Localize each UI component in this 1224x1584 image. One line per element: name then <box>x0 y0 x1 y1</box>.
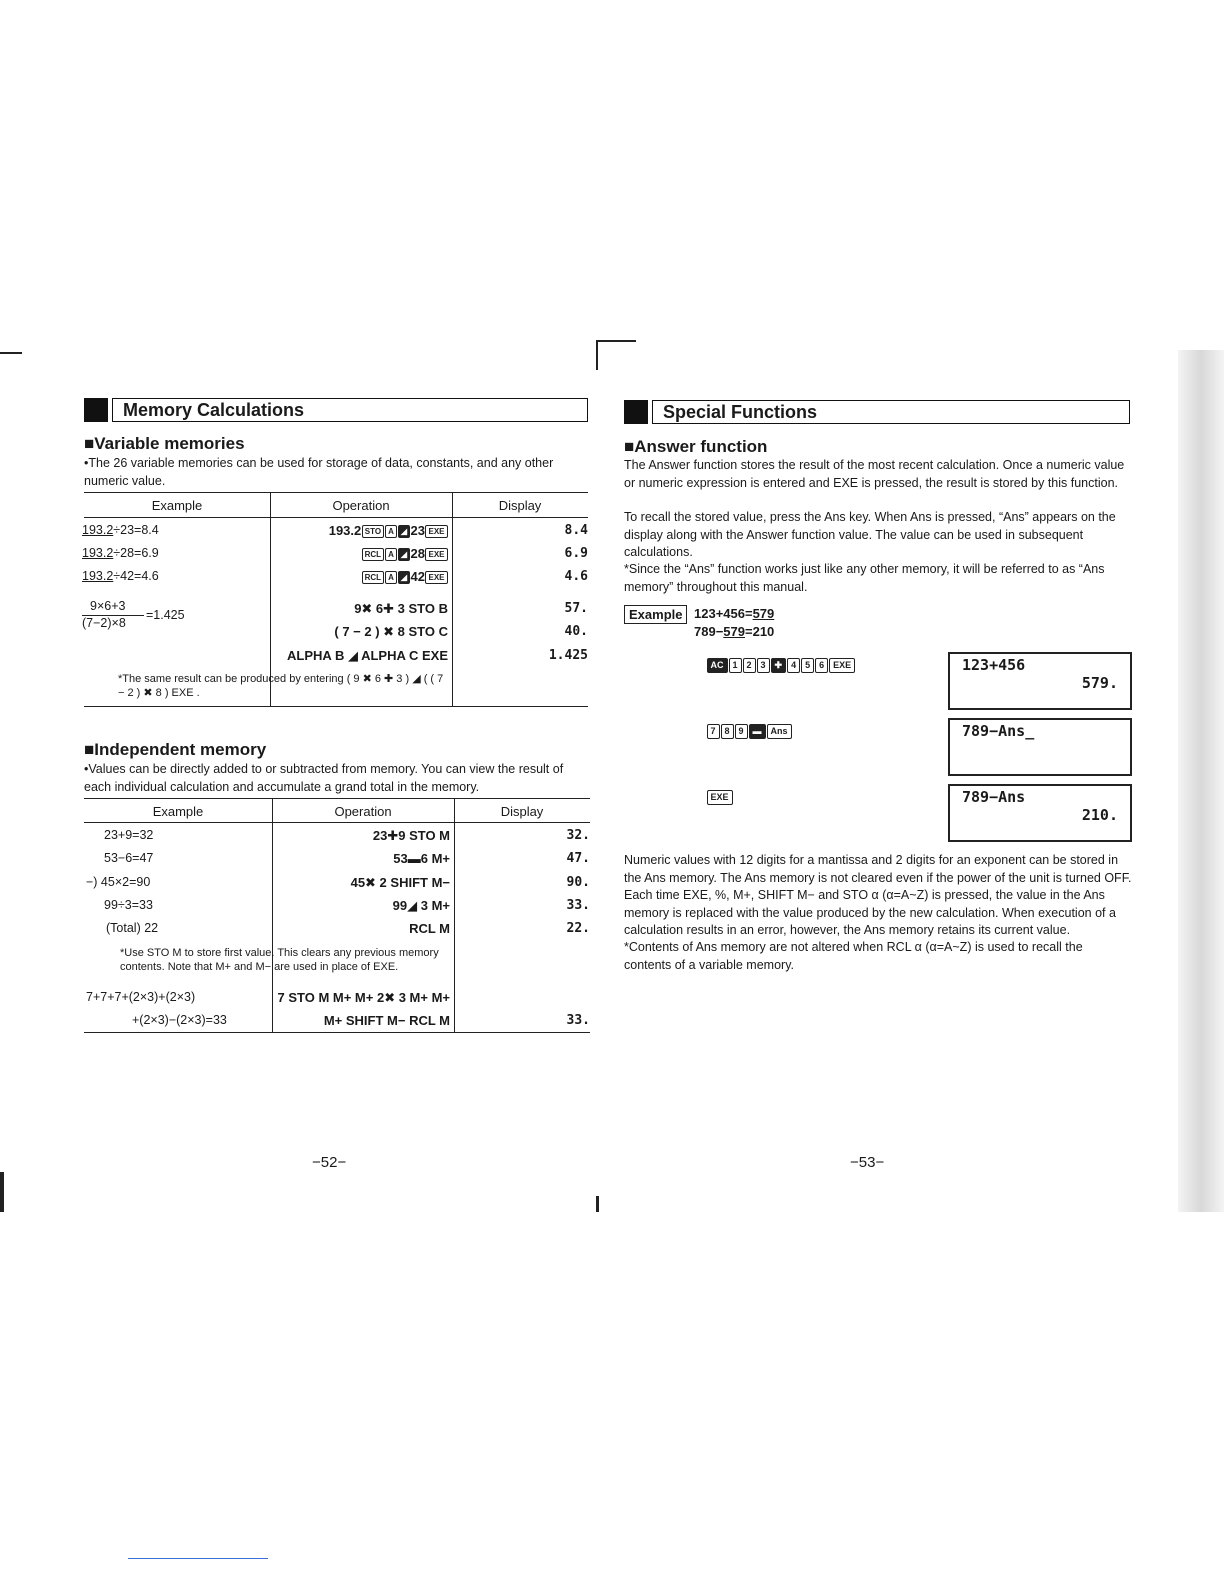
display-value: 8.4 <box>564 523 588 538</box>
column-header-example: Example <box>151 498 203 513</box>
example-result: 579 <box>752 606 775 621</box>
operation-keys: 99◢ 3 M+ <box>392 898 450 913</box>
crop-mark <box>0 1172 4 1212</box>
operation-keys <box>272 546 448 561</box>
display-result-line: 210. <box>1081 806 1118 824</box>
extra-operation: M+ SHIFT M− RCL M <box>323 1013 450 1028</box>
display-input-line: 123+456 <box>962 656 1026 674</box>
operation-keys: 9✖ 6✚ 3 STO B <box>354 601 448 616</box>
key-cap: ◢ <box>398 525 410 538</box>
key-cap: EXE <box>425 548 447 561</box>
key-cap: 2 <box>743 658 756 673</box>
key-cap: 6 <box>815 658 828 673</box>
display-value: 6.9 <box>564 546 588 561</box>
operation-keys <box>272 523 448 538</box>
operation-keys: RCL M <box>409 921 450 936</box>
crop-mark <box>0 352 22 354</box>
key-sequence <box>706 722 792 740</box>
answer-paragraph-3: *Since the “Ans” function works just like any other memory, it will be referred to as “Ans memory” throughout this manual. <box>624 562 1105 594</box>
key-cap: Ans <box>767 724 792 739</box>
key-cap: STO <box>362 525 384 538</box>
example-cell <box>82 546 159 560</box>
independent-note: *Use STO M to store first value. This clears any previous memory contents. Note that M+ and M− are used in place of EXE. <box>120 947 439 973</box>
right-page <box>608 0 1224 1584</box>
key-cap: A <box>385 571 397 584</box>
fraction-result: =1.425 <box>146 608 185 622</box>
example-cell: 23+9=32 <box>104 828 154 842</box>
extra-operation: 7 STO M M+ M+ 2✖ 3 M+ M+ <box>277 990 450 1005</box>
operation-number: 193.2 <box>328 523 362 538</box>
extra-example: 7+7+7+(2×3)+(2×3) <box>86 990 196 1004</box>
column-header-display: Display <box>500 804 544 819</box>
table-rule <box>84 706 588 707</box>
section-block-marker <box>84 398 108 422</box>
table-divider <box>452 492 453 707</box>
crop-mark <box>596 340 636 342</box>
section-title-frame <box>652 400 1130 424</box>
page-edge-shadow <box>1178 350 1224 1212</box>
operation-keys: 45✖ 2 SHIFT M− <box>350 875 450 890</box>
display-input-line: 789−Ans_ <box>962 722 1035 740</box>
key-sequence <box>706 788 733 806</box>
operation-keys <box>272 569 448 584</box>
example-cell: (Total) 22 <box>106 921 159 935</box>
key-cap: EXE <box>425 525 447 538</box>
display-value: 1.425 <box>548 648 588 663</box>
key-cap: RCL <box>362 571 384 584</box>
display-result-line: 579. <box>1081 674 1118 692</box>
section-title-frame <box>112 398 588 422</box>
example-line-2 <box>694 624 774 639</box>
section-title: Memory Calculations <box>123 400 305 420</box>
key-cap: ◢ <box>398 571 410 584</box>
key-cap: AC <box>707 658 728 673</box>
example-cell <box>82 523 159 537</box>
variable-memories-intro: •The 26 variable memories can be used for storage of data, constants, and any other numeric value. <box>84 456 554 488</box>
memory-section-header <box>84 398 588 422</box>
example-dividend: 193.2 <box>82 546 114 560</box>
key-cap: EXE <box>829 658 855 673</box>
key-cap: RCL <box>362 548 384 561</box>
table-divider <box>454 798 455 1032</box>
operation-keys: ALPHA B ◢ ALPHA C EXE <box>287 648 448 663</box>
page-number: −52− <box>312 1154 347 1171</box>
example-rest: ÷28=6.9 <box>113 546 159 560</box>
table-rule <box>84 517 588 518</box>
ans-memory-paragraph: Numeric values with 12 digits for a mantissa and 2 digits for an exponent can be stored in the Ans memory. The Ans memory is not cleared even if the power of the unit is turned OFF. Each time EXE, %, M+, SHIFT M− and STO α (α=A~Z) is pressed, the value in the Ans memory is replaced with the value produced by the new calculation. When execution of a calculation results in an error, however, the Ans memory retains its current value. <box>624 853 1132 937</box>
example-expression: 123+456= <box>694 606 753 621</box>
key-cap: A <box>385 548 397 561</box>
key-cap: 9 <box>735 724 748 739</box>
extra-example: +(2×3)−(2×3)=33 <box>132 1013 227 1027</box>
column-header-operation: Operation <box>334 804 392 819</box>
display-value: 57. <box>564 601 588 616</box>
answer-paragraph-1: The Answer function stores the result of the most recent calculation. Once a numeric value or numeric expression is entered and EXE is pressed, the result is stored by this function. <box>624 458 1125 490</box>
fraction-example <box>82 599 202 633</box>
crop-mark <box>596 340 598 370</box>
key-cap: 8 <box>721 724 734 739</box>
section-block-marker <box>624 400 648 424</box>
column-header-operation: Operation <box>332 498 390 513</box>
table-divider <box>272 798 273 1032</box>
key-cap: 7 <box>707 724 720 739</box>
variable-note: *The same result can be produced by entering ( 9 ✖ 6 ✚ 3 ) ◢ ( ( 7 − 2 ) ✖ 8 ) EXE . <box>118 673 444 699</box>
answer-paragraph-2: To recall the stored value, press the Ans key. When Ans is pressed, “Ans” appears on the display along with the Answer function value. The value can be used in subsequent calculations. <box>624 510 1116 559</box>
operation-number: 23 <box>410 523 425 538</box>
display-value: 32. <box>566 828 590 843</box>
fraction-denominator: (7−2)×8 <box>82 616 126 630</box>
display-value: 47. <box>566 851 590 866</box>
table-rule <box>84 1032 590 1033</box>
section-title: Special Functions <box>663 402 818 422</box>
table-rule <box>84 798 590 799</box>
example-line-1 <box>694 606 774 621</box>
extra-display: 33. <box>566 1013 590 1028</box>
key-cap: ✚ <box>771 658 787 673</box>
calculator-display <box>948 718 1132 776</box>
calculator-display <box>948 652 1132 710</box>
example-label: Example <box>624 605 687 624</box>
example-rest: ÷23=8.4 <box>113 523 159 537</box>
key-cap: 3 <box>757 658 770 673</box>
column-header-display: Display <box>498 498 542 513</box>
operation-number: 42 <box>410 569 425 584</box>
example-dividend: 193.2 <box>82 523 114 537</box>
variable-memories-heading: ■Variable memories <box>84 434 245 453</box>
key-cap: 4 <box>787 658 800 673</box>
display-input-line: 789−Ans <box>962 788 1026 806</box>
operation-keys: ( 7 − 2 ) ✖ 8 STO C <box>334 624 448 639</box>
display-value: 4.6 <box>564 569 588 584</box>
operation-number: 28 <box>410 546 425 561</box>
answer-function-heading: ■Answer function <box>624 437 768 456</box>
page-number: −53− <box>850 1154 885 1171</box>
display-value: 90. <box>566 875 590 890</box>
independent-memory-intro: •Values can be directly added to or subtracted from memory. You can view the result of each individual calculation and accumulate a grand total in the memory. <box>84 762 564 794</box>
calculator-display <box>948 784 1132 842</box>
key-cap: EXE <box>707 790 733 805</box>
key-cap: 1 <box>729 658 742 673</box>
example-dividend: 193.2 <box>82 569 114 583</box>
key-sequence <box>706 656 856 674</box>
special-section-header <box>624 400 1130 424</box>
example-expression: 789− <box>694 624 724 639</box>
table-rule <box>84 492 588 493</box>
example-ans-value: 579 <box>723 624 745 639</box>
example-result: =210 <box>745 624 775 639</box>
operation-keys: 23✚9 STO M <box>372 828 450 843</box>
display-value: 40. <box>564 624 588 639</box>
example-cell: 99÷3=33 <box>104 898 153 912</box>
key-cap: A <box>385 525 397 538</box>
example-cell <box>82 569 159 583</box>
left-page <box>0 0 608 1584</box>
column-header-example: Example <box>152 804 204 819</box>
crop-mark <box>596 1196 599 1212</box>
key-cap: EXE <box>425 571 447 584</box>
display-value: 22. <box>566 921 590 936</box>
operation-keys: 53▬6 M+ <box>393 851 450 866</box>
example-cell: 53−6=47 <box>104 851 154 865</box>
table-rule <box>84 822 590 823</box>
key-cap: ▬ <box>749 724 766 739</box>
example-rest: ÷42=4.6 <box>113 569 159 583</box>
fraction-numerator: 9×6+3 <box>90 599 126 613</box>
key-cap: 5 <box>801 658 814 673</box>
ans-memory-note: *Contents of Ans memory are not altered when RCL α (α=A~Z) is used to recall the contents of a variable memory. <box>624 940 1083 972</box>
example-cell: −) 45×2=90 <box>86 875 151 889</box>
link-underline <box>128 1558 268 1559</box>
key-cap: ◢ <box>398 548 410 561</box>
independent-memory-heading: ■Independent memory <box>84 740 267 759</box>
display-value: 33. <box>566 898 590 913</box>
